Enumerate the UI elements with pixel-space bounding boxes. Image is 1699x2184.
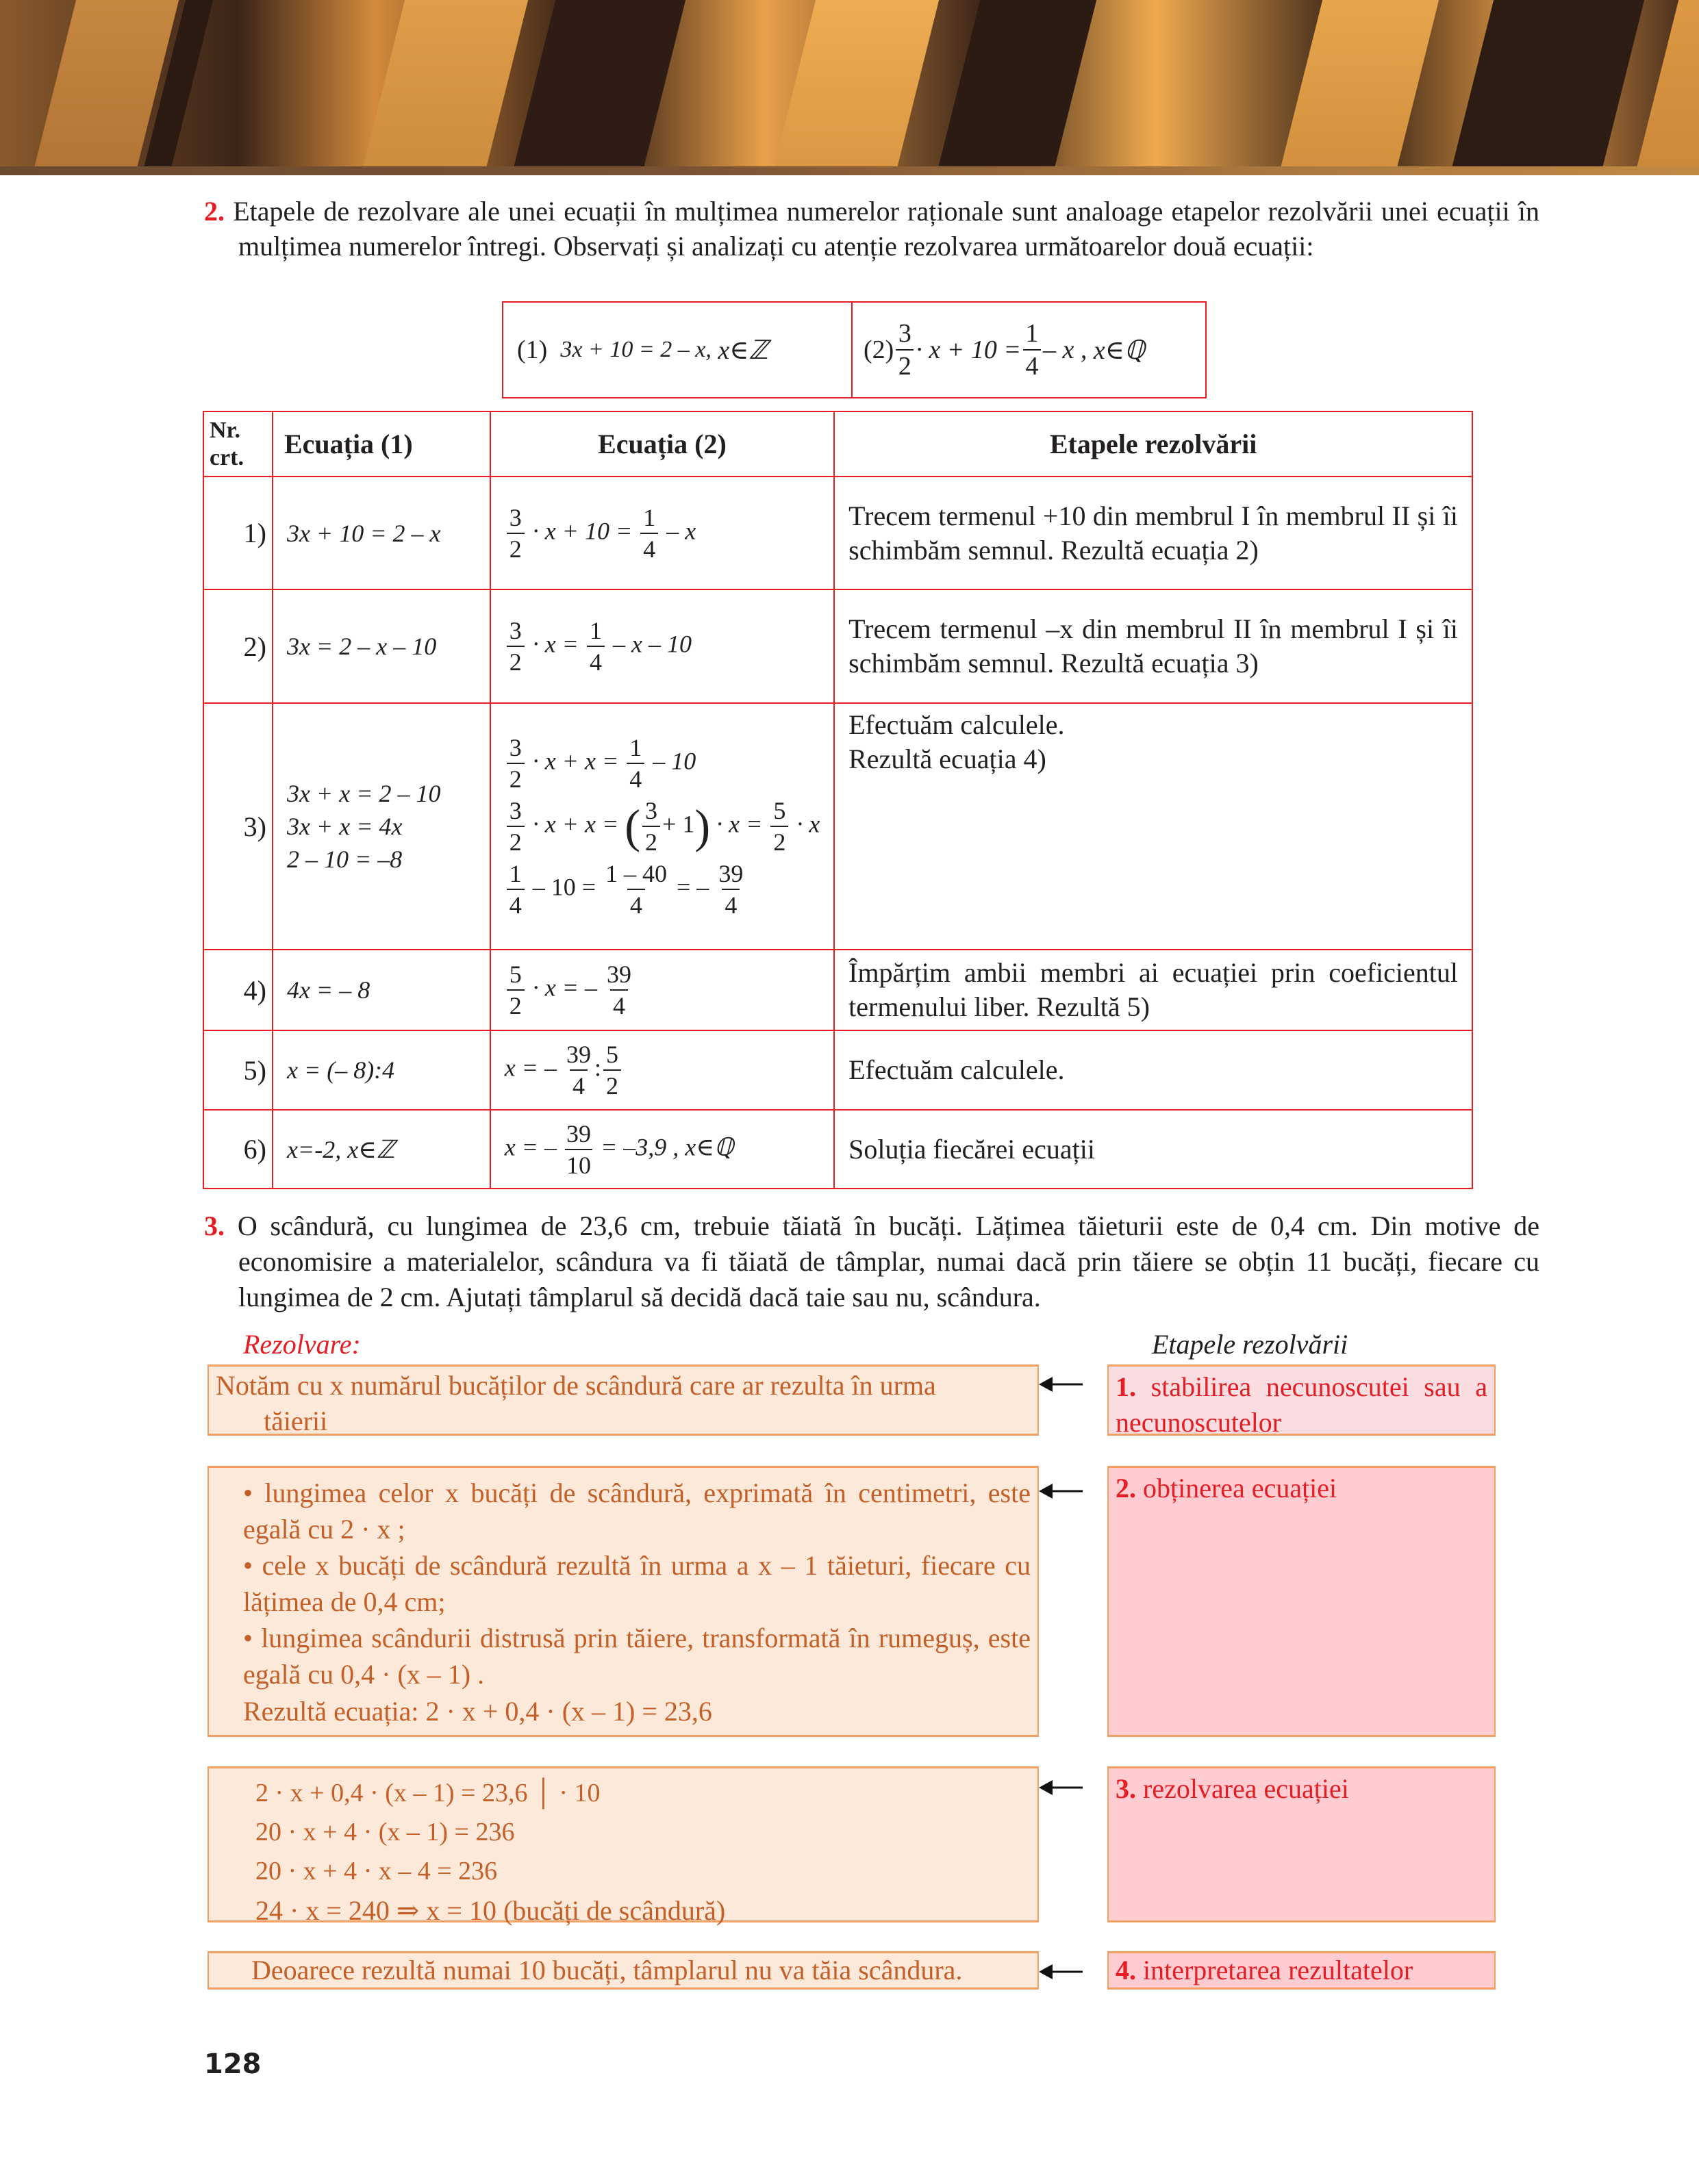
equation-1-cell: 3x + x = 2 – 10 3x + x = 4x 2 – 10 = –8 [273,703,490,950]
problem-number: 2. [204,196,225,227]
equation-expression: 3x + 10 = 2 – x, [560,337,712,362]
banner-block [931,0,1103,166]
table-header-row [203,411,1472,477]
equation-2-cell: x = – $\frac{39}{4}$ : $\frac{5}{2}$ [490,1030,834,1110]
equation-expression: – x , [1042,335,1087,364]
row-number: 2) [203,589,273,703]
bullet-item: • lungimea scândurii distrusă prin tăiere, transformată în rumeguș, este egală cu 0,4 · (x – 1) . [243,1623,1031,1690]
table-row [203,1110,1472,1189]
banner-block [355,0,535,166]
solution-box-solving [207,1766,1039,1926]
banner-block [506,0,692,166]
fraction: $\frac{3}{2}$ [896,320,914,379]
step-description: Trecem termenul –x din membrul II în membrul I și îi schimbăm semnul. Rezultă ecuația 3) [834,589,1472,703]
banner-block [1629,0,1699,166]
bullet-item: • cele x bucăți de scândură rezultă în urma a x – 1 tăieturi, fiecare cu lățimea de 0,4 cm; [243,1550,1031,1617]
step-description: Împărțim ambii membri ai ecuației prin coeficientul termenului liber. Rezultă 5) [834,950,1472,1030]
left-arrow-icon [1039,1961,1083,1982]
math-line: 24 · x = 240 ⇒ x = 10 (bucăți de scândură) [255,1895,726,1926]
header-equation-2: Ecuația (2) [490,411,834,477]
step-description: Soluția fiecărei ecuații [834,1110,1472,1189]
banner-block [766,0,946,166]
math-line: 2 · x + 0,4 · (x – 1) = 23,6 │ · 10 [255,1779,601,1807]
table-row [203,477,1472,589]
equations-box [502,301,1207,398]
equation-2-cell: $\frac{5}{2}$ · x = – $\frac{39}{4}$ [490,950,834,1030]
left-arrow-icon [1039,1777,1083,1798]
solution-steps-table [203,411,1473,1189]
step-text: interpretarea rezultatelor [1143,1955,1413,1985]
equation-1 [503,303,851,397]
step-description: Trecem termenul +10 din membrul I în membrul II și îi schimbăm semnul. Rezultă ecuația 2) [834,477,1472,589]
row-number: 3) [203,703,273,950]
problem-3-statement [204,1208,1539,1315]
step-number: 4. [1116,1955,1136,1985]
equation-1-cell: 3x = 2 – x – 10 [273,589,490,703]
header-equation-1: Ecuația (1) [273,411,490,477]
step-description: Efectuăm calculele. Rezultă ecuația 4) [834,703,1472,950]
math-line: 20 · x + 4 · x – 4 = 236 [255,1857,498,1885]
solution-box-unknown [207,1364,1039,1436]
step-text: rezolvarea ecuației [1143,1773,1349,1804]
equation-1-cell: 4x = – 8 [273,950,490,1030]
header-divider-bar [0,166,1699,175]
row-number: 6) [203,1110,273,1189]
left-arrow-icon [1039,1374,1083,1395]
equation-1-cell: x = (– 8):4 [273,1030,490,1110]
banner-block [1273,0,1446,166]
solution-text: Notăm cu x numărul bucăților de scândură care ar rezulta în urma [216,1370,936,1401]
equation-1-cell: x=-2, x∈ℤ [273,1110,490,1189]
step-number: 2. [1116,1473,1136,1503]
row-number: 5) [203,1030,273,1110]
fraction: $\frac{1}{4}$ [1023,320,1041,379]
banner-block [1444,0,1651,166]
solution-label: Rezolvare: [243,1329,361,1360]
table-row [203,703,1472,950]
problem-number: 3. [204,1210,225,1241]
step-box-3 [1107,1766,1496,1922]
page-number: 128 [204,2048,262,2080]
problem-2-statement [204,194,1539,264]
row-number: 1) [203,477,273,589]
equation-label: (2) [864,335,894,364]
table-row [203,950,1472,1030]
header-banner-image [0,0,1699,166]
steps-label: Etapele rezolvării [1152,1329,1348,1360]
equation-domain: x∈ℤ [718,335,768,365]
step-description: Efectuăm calculele. [834,1030,1472,1110]
solution-text: tăierii [264,1406,328,1436]
step-box-4 [1107,1951,1496,1990]
equation-1-cell: 3x + 10 = 2 – x [273,477,490,589]
problem-text: O scândură, cu lungimea de 23,6 cm, trebuie tăiată în bucăți. Lățimea tăieturii este de 0,4 cm. Din motive de economisire a materialelor, scândura va fi tăiată de tâmplar, numai dacă prin tăiere se obțin 11 bucăți, fiecare cu lungimea de 2 cm. Ajutați tâmplarul să decidă dacă taie sau nu, scândura. [237,1210,1539,1312]
step-number: 1. [1116,1371,1136,1402]
equation-2-cell: $\frac{3}{2}$ · x = $\frac{1}{4}$ – x – 10 [490,589,834,703]
step-text: obținerea ecuației [1143,1473,1337,1503]
step-box-1 [1107,1364,1496,1436]
table-row [203,589,1472,703]
header-steps: Etapele rezolvării [834,411,1472,477]
left-arrow-icon [1039,1481,1083,1501]
math-line: 20 · x + 4 · (x – 1) = 236 [255,1818,515,1846]
row-number: 4) [203,950,273,1030]
bullet-item: • lungimea celor x bucăți de scândură, exprimată în centimetri, este egală cu 2 · x ; [243,1477,1031,1545]
resulting-equation: Rezultă ecuația: 2 · x + 0,4 · (x – 1) = 23,6 [243,1696,712,1727]
solution-box-equation [207,1466,1039,1737]
step-number: 3. [1116,1773,1136,1804]
equation-expression: · x + 10 = [916,335,1021,364]
step-box-2 [1107,1466,1496,1737]
equation-2-cell: $\frac{3}{2}$ · x + x = $\frac{1}{4}$ – 10 $\frac{3}{2}$ · x + x = ( $\frac{3}{2}$ + 1) · x = $\frac{5}{2}$ · x $\frac{1}{4}$ – 10 = $\frac{1 - 40}{4}$ = – $\frac{39}{4}$ [490,703,834,950]
problem-text: Etapele de rezolvare ale unei ecuații în mulțimea numerelor raționale sunt analoage etapelor rezolvării unei ecuații în mulțimea numerelor întregi. Observați și analizați cu atenție rezolvarea următoarelor două ecuații: [233,196,1540,262]
header-nr-crt: Nr. crt. [203,411,273,477]
table-row [203,1030,1472,1110]
solution-text: Deoarece rezultă numai 10 bucăți, tâmplarul nu va tăia scândura. [251,1955,963,1985]
equation-2 [851,303,1205,397]
equation-label: (1) [517,335,548,364]
solution-box-interpretation [207,1951,1039,1990]
step-text: stabilirea necunoscutei sau a necunoscutelor [1116,1371,1488,1438]
equation-2-cell: $\frac{3}{2}$ · x + 10 = $\frac{1}{4}$ – x [490,477,834,589]
equation-domain: x∈ℚ [1093,335,1145,365]
equation-2-cell: x = – $\frac{39}{10}$ = –3,9 , x∈ℚ [490,1110,834,1189]
